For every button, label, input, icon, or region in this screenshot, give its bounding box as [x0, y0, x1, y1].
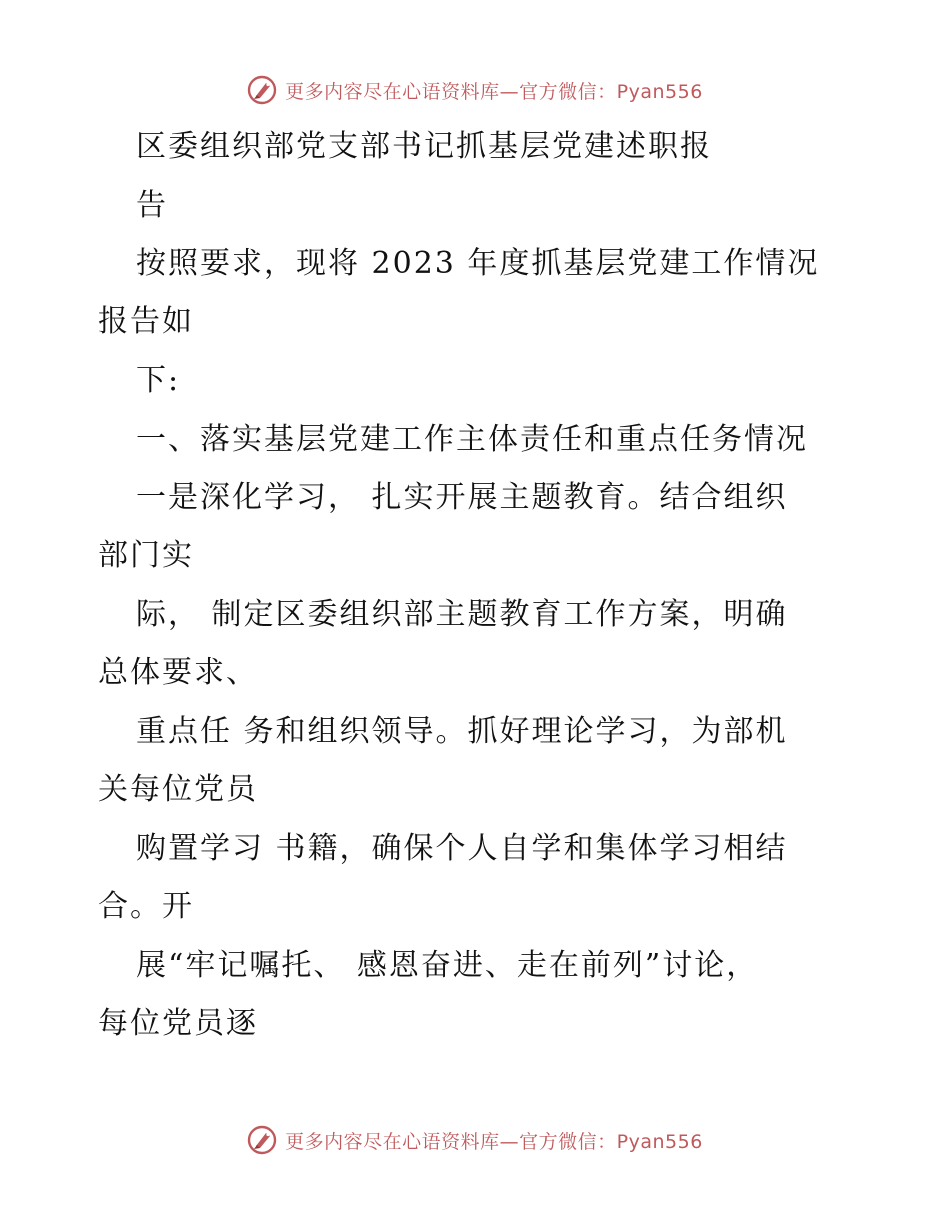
paragraph-line: 报告如	[98, 304, 194, 339]
watermark-text: 更多内容尽在心语资料库—官方微信：Pyan556	[285, 80, 703, 103]
watermark-text: 更多内容尽在心语资料库—官方微信：Pyan556	[285, 1130, 703, 1153]
paragraph-line: 购置学习 书籍，确保个人自学和集体学习相结	[136, 831, 788, 866]
pen-nib-logo-icon	[247, 1125, 277, 1155]
title-line-1: 区委组织部党支部书记抓基层党建述职报	[136, 129, 712, 164]
section-heading: 一、落实基层党建工作主体责任和重点任务情况	[136, 422, 808, 457]
paragraph-line: 下:	[136, 363, 181, 398]
paragraph-line: 合。开	[98, 889, 194, 924]
paragraph-line: 展“牢记嘱托、 感恩奋进、走在前列”讨论，	[136, 948, 759, 983]
paragraph-line: 每位党员逐	[98, 1006, 258, 1041]
paragraph-line: 部门实	[98, 538, 194, 573]
paragraph-line: 重点任 务和组织领导。抓好理论学习，为部机	[136, 714, 788, 749]
paragraph-line: 际， 制定区委组织部主题教育工作方案，明确	[136, 597, 788, 632]
paragraph-line: 按照要求，现将 2023 年度抓基层党建工作情况	[136, 246, 820, 281]
title-line-2: 告	[136, 188, 168, 223]
paragraph-line: 关每位党员	[98, 772, 258, 807]
paragraph-line: 一是深化学习， 扎实开展主题教育。结合组织	[136, 480, 788, 515]
footer-watermark	[0, 1120, 950, 1160]
paragraph-line: 总体要求、	[98, 655, 258, 690]
